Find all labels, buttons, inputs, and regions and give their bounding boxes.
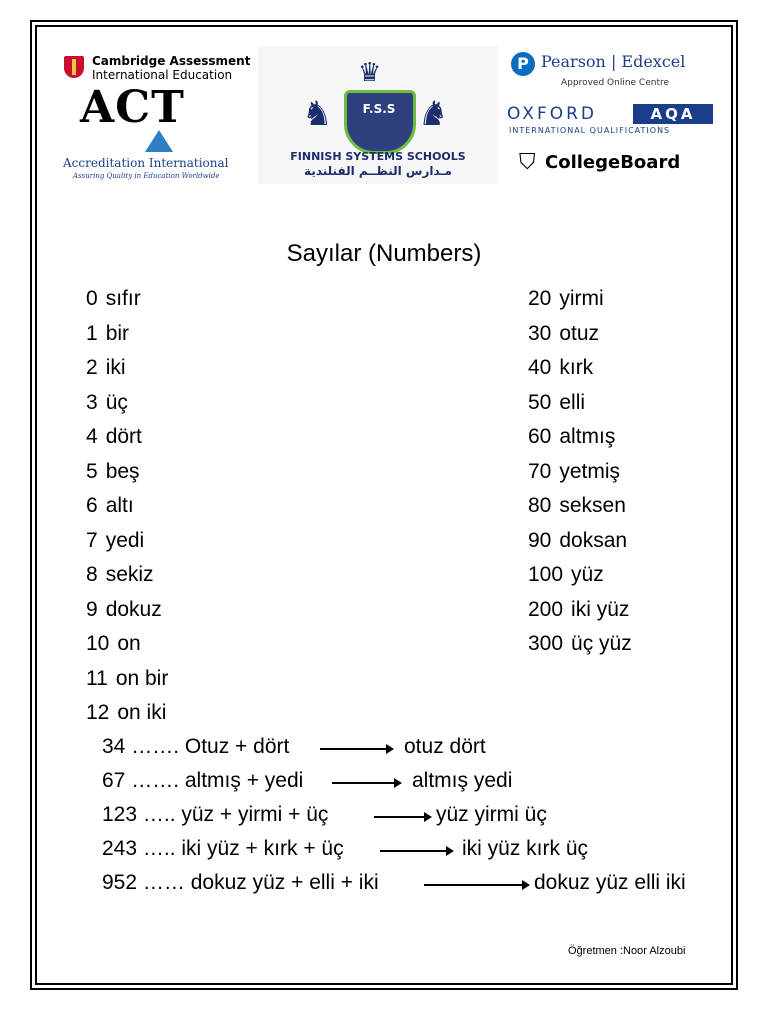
numbers-list-left [86, 282, 168, 731]
number-digit: 7 [86, 528, 98, 552]
number-word: on iki [117, 701, 167, 724]
number-digit: 8 [86, 563, 98, 586]
number-digit: 50 [528, 390, 552, 414]
number-item [528, 386, 632, 421]
compound-result: dokuz yüz elli iki [534, 871, 686, 894]
number-word: seksen [559, 494, 626, 517]
number-word: yüz [571, 563, 604, 586]
number-word: on [117, 632, 141, 655]
number-item [86, 558, 168, 593]
compound-expr: 34 ……. Otuz + dört [102, 735, 290, 758]
number-item [86, 627, 168, 662]
number-digit: 300 [528, 632, 564, 655]
arrow-right-icon [320, 748, 392, 750]
teacher-signature: Öğretmen :Noor Alzoubi [568, 945, 686, 957]
number-item [86, 386, 168, 421]
number-word: on bir [115, 666, 169, 690]
accreditation-logo [55, 128, 255, 188]
compound-result: iki yüz kırk üç [462, 837, 589, 860]
cambridge-line1: Cambridge Assessment [92, 54, 251, 68]
number-digit: 40 [528, 356, 552, 379]
number-digit: 12 [86, 701, 110, 724]
collegeboard-text: CollegeBoard [545, 152, 681, 173]
oxford-sub: INTERNATIONAL QUALIFICATIONS [509, 126, 671, 135]
number-digit: 90 [528, 528, 552, 552]
number-digit: 0 [86, 287, 98, 310]
number-word: dört [105, 425, 142, 448]
arrow-right-icon [374, 816, 430, 818]
numbers-list-right [528, 282, 632, 662]
arrow-right-icon [380, 850, 452, 852]
number-item [528, 282, 632, 317]
page-title: Sayılar (Numbers) [286, 240, 482, 267]
number-word: beş [105, 459, 140, 483]
fss-badge: F.S.S [362, 102, 396, 116]
number-digit: 6 [86, 494, 98, 517]
number-digit: 30 [528, 321, 552, 345]
number-item [528, 558, 632, 593]
lion-right-icon: ♞ [418, 94, 449, 134]
number-digit: 2 [86, 356, 98, 379]
number-digit: 200 [528, 597, 564, 621]
pearson-logo [503, 46, 717, 98]
number-item [86, 489, 168, 524]
fss-name-en: FINNISH SYSTEMS SCHOOLS [290, 150, 466, 163]
number-item [528, 317, 632, 352]
number-word: yedi [105, 528, 145, 552]
number-digit: 80 [528, 494, 552, 517]
number-word: yirmi [559, 287, 604, 310]
number-word: dokuz [105, 597, 162, 621]
shield-icon [344, 90, 416, 154]
pearson-sub: Approved Online Centre [561, 78, 670, 88]
number-item [86, 351, 168, 386]
number-item [86, 455, 168, 490]
number-item [86, 662, 168, 697]
compound-expr: 123 ….. yüz + yirmi + üç [102, 803, 329, 826]
number-digit: 5 [86, 459, 98, 483]
number-digit: 10 [86, 632, 110, 655]
number-word: iki [105, 356, 126, 379]
number-item [528, 524, 632, 559]
number-word: doksan [559, 528, 628, 552]
collegeboard-logo [503, 142, 717, 186]
aqa-box: AQA [633, 104, 713, 124]
number-item [528, 351, 632, 386]
number-word: iki yüz [571, 597, 630, 621]
number-item [86, 317, 168, 352]
fss-logo [258, 46, 498, 184]
compound-expr: 243 ….. iki yüz + kırk + üç [102, 837, 344, 860]
crown-icon: ♛ [358, 58, 382, 88]
compound-result: altmış yedi [412, 769, 513, 792]
cambridge-line2: International Education [92, 68, 233, 82]
number-word: elli [559, 390, 586, 414]
number-item [86, 282, 168, 317]
number-item [528, 593, 632, 628]
act-text: ACT [80, 88, 185, 128]
number-word: sekiz [105, 563, 154, 586]
cambridge-logo [60, 48, 252, 90]
number-word: otuz [559, 321, 600, 345]
number-word: altı [105, 494, 134, 517]
compound-expr: 67 ……. altmış + yedi [102, 769, 304, 792]
number-word: üç yüz [571, 632, 632, 655]
number-digit: 1 [86, 321, 98, 345]
number-digit: 70 [528, 459, 552, 483]
accreditation-triangle-icon [145, 130, 173, 152]
compound-expr: 952 …… dokuz yüz + elli + iki [102, 871, 379, 894]
arrow-right-icon [424, 884, 528, 886]
number-item [528, 489, 632, 524]
number-item [528, 455, 632, 490]
number-item [86, 524, 168, 559]
number-word: bir [105, 321, 130, 345]
oxford-aqa-logo [503, 100, 717, 142]
number-digit: 60 [528, 425, 552, 448]
number-item [86, 420, 168, 455]
number-item [86, 696, 168, 731]
pearson-name: Pearson | Edexcel [541, 52, 686, 71]
number-word: sıfır [105, 287, 141, 310]
number-word: kırk [559, 356, 594, 379]
compound-result: yüz yirmi üç [436, 803, 547, 826]
fss-name-ar: مـدارس النظــم الفنلندية [304, 164, 452, 178]
arrow-right-icon [332, 782, 400, 784]
accreditation-line2: Assuring Quality in Education Worldwide [73, 172, 220, 180]
acorn-icon: ⛉ [519, 150, 536, 175]
number-digit: 11 [86, 666, 108, 690]
compound-result: otuz dört [404, 735, 486, 758]
number-item [86, 593, 168, 628]
oxford-word: OXFORD [507, 104, 598, 124]
number-digit: 20 [528, 287, 552, 310]
pearson-p-icon: P [511, 52, 535, 76]
number-word: yetmiş [559, 459, 621, 483]
number-item [528, 420, 632, 455]
number-digit: 100 [528, 563, 564, 586]
lion-left-icon: ♞ [302, 94, 333, 134]
number-item [528, 627, 632, 662]
act-logo [62, 88, 222, 128]
number-digit: 9 [86, 597, 98, 621]
accreditation-line1: Accreditation International [63, 156, 229, 170]
number-word: üç [105, 390, 128, 414]
number-word: altmış [559, 425, 616, 448]
number-digit: 4 [86, 425, 98, 448]
cambridge-crest-icon [64, 56, 84, 78]
number-digit: 3 [86, 390, 98, 414]
